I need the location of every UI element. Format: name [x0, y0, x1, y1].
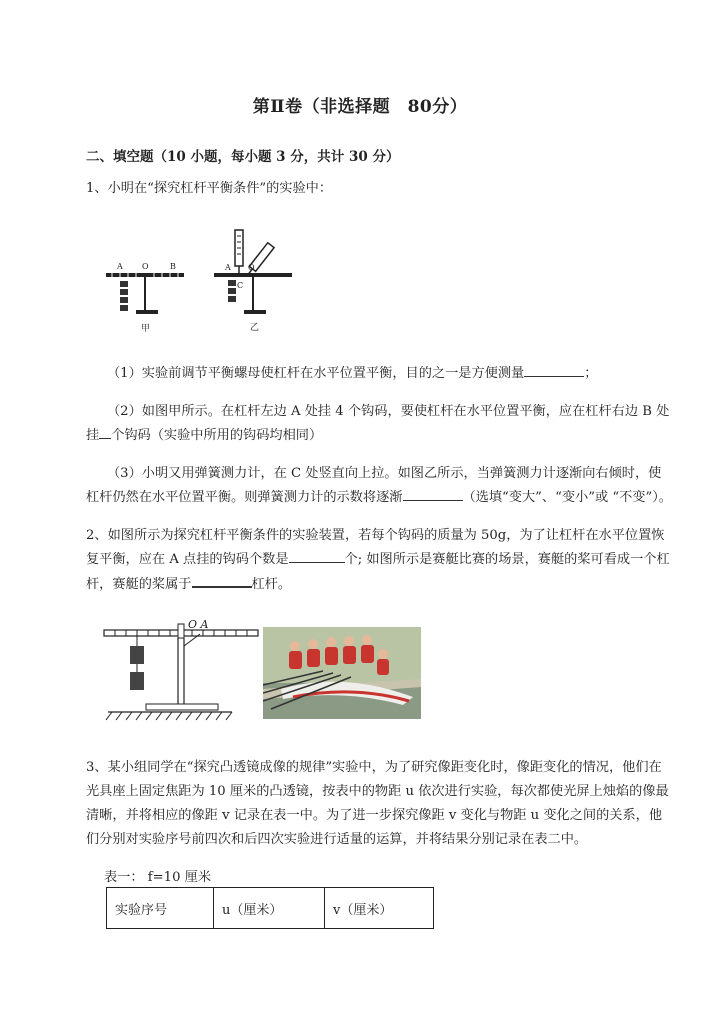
- table-one: [106, 887, 434, 929]
- question-1-sub-1: [107, 362, 672, 386]
- answer-blank[interactable]: [192, 572, 252, 588]
- table-header-cell: v（厘米）: [325, 888, 434, 929]
- question-2-text: [86, 524, 672, 597]
- label-a: A: [117, 262, 123, 271]
- table-header-cell: u（厘米）: [214, 888, 325, 929]
- q2-text-a: 2、如图所示为探究杠杆平衡条件的实验装置，若每个钩码的质量为 50g，为了让杠杆在水平位置恢复平衡，应在 A 点挂的钩码个数是: [86, 528, 665, 567]
- sub-3-text: （3）小明又用弹簧测力计，在 C 处竖直向上拉。如图乙所示，当弹簧测力计逐渐向右倾时，使杠杆仍然在水平位置平衡。则弹簧测力计的示数将逐渐: [86, 466, 662, 505]
- question-1-stem: 1、小明在“探究杠杆平衡条件”的实验中：: [86, 181, 333, 196]
- table-header-cell: 实验序号: [107, 888, 214, 929]
- question-3-text: 3、某小组同学在“探究凸透镜成像的规律”实验中，为了研究像距变化时，像距变化的情况，他们在光具座上固定焦距为 10 厘米的凸透镜，按表中的物距 u 依次进行实验，每次都使光屏上烛焰的像最清晰，并将相应的像距 v 记录在表一中。为了进一步探究像距 v 变化与物距 u 变化之间的关系，他们分别对实验序号前四次和后四次实验进行适量的运算，并将结果分别记录在表二中。: [86, 760, 669, 847]
- label-c: C: [237, 281, 244, 290]
- label-o: O: [142, 262, 149, 271]
- label-a: A: [225, 263, 231, 272]
- section-heading: 二、填空题（10 小题，每小题 3 分，共计 30 分）: [86, 149, 400, 165]
- question-1-sub-2: [86, 400, 672, 448]
- table-caption: 表一： f=10 厘米: [104, 870, 212, 885]
- answer-blank[interactable]: [524, 362, 584, 377]
- lever-figure-yi: [208, 226, 298, 338]
- label-oa: O A: [188, 618, 209, 631]
- lever-apparatus-figure: [100, 612, 262, 730]
- question-1-sub-3: [86, 462, 672, 510]
- answer-blank[interactable]: [403, 486, 463, 501]
- rowing-photo-drawing: [263, 627, 421, 719]
- caption-yi: 乙: [250, 323, 260, 333]
- table-row: [107, 888, 434, 929]
- sub-2-text: （2）如图甲所示。在杠杆左边 A 处挂 4 个钩码，要使杠杆在水平位置平衡，应在杠杆右边 B 处挂: [86, 404, 670, 443]
- sub-1-text: （1）实验前调节平衡螺母使杠杆在水平位置平衡，目的之一是方便测量: [107, 366, 525, 381]
- answer-blank[interactable]: [289, 548, 345, 563]
- q2-text-b: 个; 如图所示是赛艇比赛的场景，赛艇的桨可看成一个杠杆，赛艇的桨属于: [86, 552, 670, 592]
- lever-figure-jia: [100, 255, 190, 335]
- label-b: B: [170, 262, 176, 271]
- label-o: O: [248, 263, 255, 272]
- caption-jia: 甲: [141, 324, 151, 334]
- rowing-photo: [263, 627, 421, 719]
- q2-text-c: 杠杆。: [251, 577, 292, 592]
- page-title: 第Ⅱ卷（非选择题 80分）: [252, 97, 468, 117]
- answer-blank[interactable]: [99, 424, 111, 439]
- sub-1-tail: ；: [584, 366, 598, 381]
- sub-3-tail: （选填“变大”、“变小”或 “不变”）。: [462, 490, 672, 505]
- sub-2-tail: 个钩码（实验中所用的钩码均相同）: [111, 428, 323, 443]
